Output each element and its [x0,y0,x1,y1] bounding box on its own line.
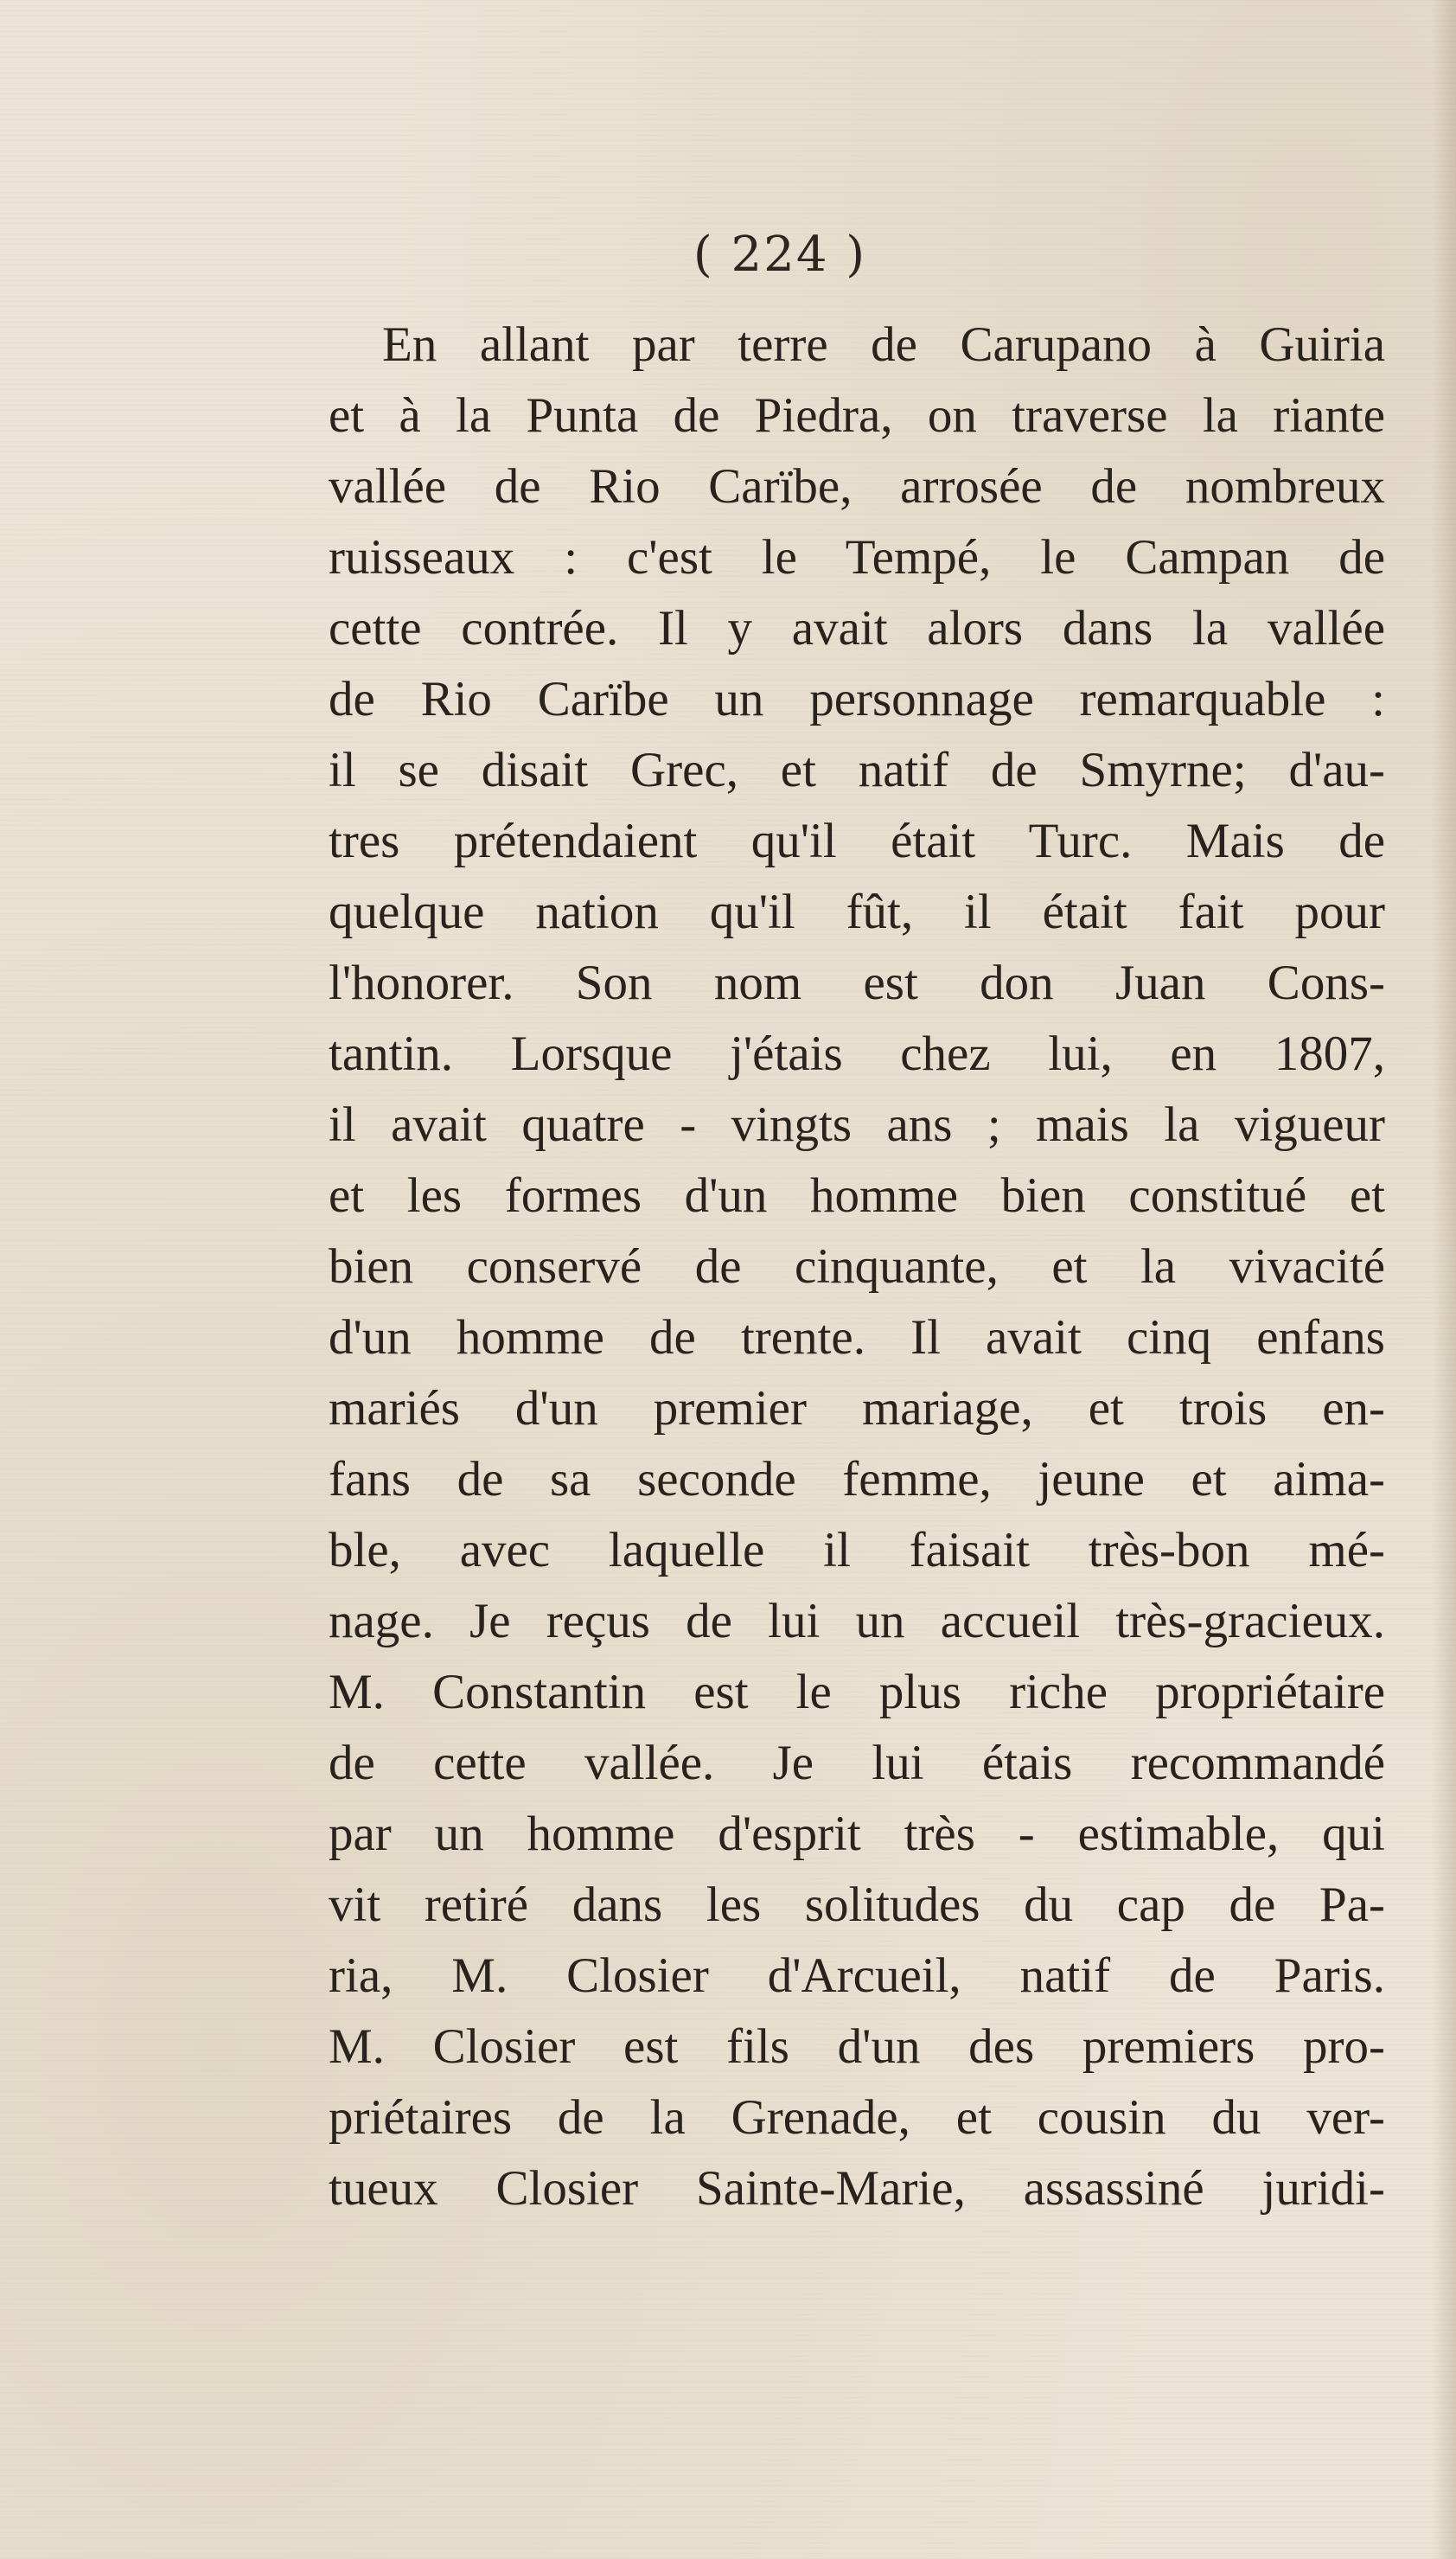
body-text [329,310,1385,2224]
text-line: ble, avec laquelle il faisait très-bon mé- [329,1523,1385,1577]
text-line: il se disait Grec, et natif de Smyrne; d'au- [329,743,1385,797]
text-line: quelque nation qu'il fût, il était fait pour [329,885,1385,939]
text-line: d'un homme de trente. Il avait cinq enfans [329,1310,1385,1365]
text-line: tantin. Lorsque j'étais chez lui, en 1807, [329,1027,1385,1081]
text-line: de cette vallée. Je lui étais recommandé [329,1736,1385,1790]
text-line: il avait quatre - vingts ans ; mais la vigueur [329,1097,1385,1152]
text-line: vit retiré dans les solitudes du cap de Pa- [329,1878,1385,1932]
text-line: ria, M. Closier d'Arcueil, natif de Paris. [329,1948,1385,2003]
text-line: nage. Je reçus de lui un accueil très-gracieux. [329,1594,1385,1648]
text-line: l'honorer. Son nom est don Juan Cons- [329,956,1385,1010]
text-line: par un homme d'esprit très - estimable, qui [329,1807,1385,1861]
text-line: de Rio Carïbe un personnage remarquable : [329,672,1385,726]
text-line: bien conservé de cinquante, et la vivacité [329,1239,1385,1294]
text-line: priétaires de la Grenade, et cousin du ver- [329,2090,1385,2145]
text-line: tres prétendaient qu'il était Turc. Mais de [329,814,1385,868]
text-line: et à la Punta de Piedra, on traverse la riante [329,388,1385,443]
text-line: ruisseaux : c'est le Tempé, le Campan de [329,530,1385,585]
text-line: mariés d'un premier mariage, et trois en- [329,1381,1385,1436]
text-line: vallée de Rio Carïbe, arrosée de nombreux [329,459,1385,514]
text-line: En allant par terre de Carupano à Guiria [382,317,1385,372]
text-line: M. Closier est fils d'un des premiers pro- [329,2019,1385,2074]
page-edge-shadow [1432,0,1456,2559]
page-number: ( 224 ) [693,227,867,283]
text-line: cette contrée. Il y avait alors dans la vallée [329,601,1385,656]
text-line: fans de sa seconde femme, jeune et aima- [329,1452,1385,1507]
text-line: tueux Closier Sainte-Marie, assassiné juridi- [329,2161,1385,2216]
text-line: et les formes d'un homme bien constitué et [329,1168,1385,1223]
text-line: M. Constantin est le plus riche propriétaire [329,1665,1385,1719]
